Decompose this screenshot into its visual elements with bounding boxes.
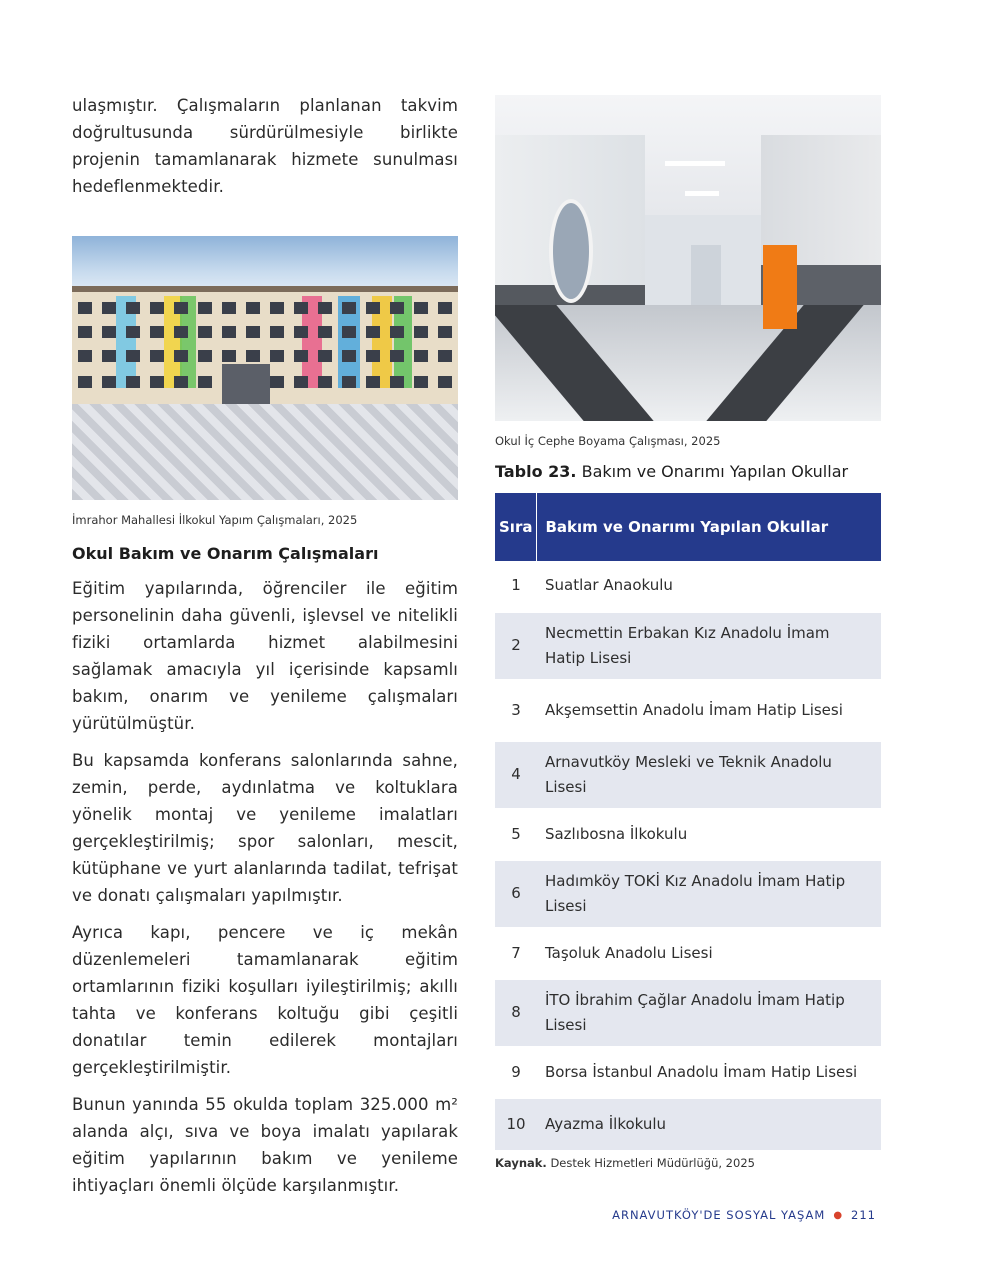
row-school-name: İTO İbrahim Çağlar Anadolu İmam Hatip Lisesi xyxy=(537,978,881,1047)
table-row xyxy=(495,928,881,978)
row-school-name: Suatlar Anaokulu xyxy=(537,561,881,611)
round-window xyxy=(549,199,593,303)
publication-title: ARNAVUTKÖY'DE SOSYAL YAŞAM xyxy=(612,1208,826,1222)
school-building-photo xyxy=(72,236,458,500)
table-row xyxy=(495,1097,881,1151)
table-row xyxy=(495,740,881,809)
table-row xyxy=(495,978,881,1047)
row-school-name: Necmettin Erbakan Kız Anadolu İmam Hatip Lisesi xyxy=(537,611,881,680)
row-school-name: Sazlıbosna İlkokulu xyxy=(537,809,881,859)
table-row xyxy=(495,611,881,680)
table-row xyxy=(495,1047,881,1097)
row-number: 2 xyxy=(495,611,537,680)
row-number: 6 xyxy=(495,859,537,928)
row-school-name: Ayazma İlkokulu xyxy=(537,1097,881,1151)
page-footer xyxy=(612,1208,876,1222)
row-number: 10 xyxy=(495,1097,537,1151)
body-paragraph: Bu kapsamda konferans salonlarında sahne, zemin, perde, aydınlatma ve koltuklara yönelik montaj ve yenileme imalatları gerçekleştirilmiş; spor salonları, mescit, kütüphane ve yurt alanlarında tadilat, tefrişat ve donatı çalışmaları yapılmıştır. xyxy=(72,751,458,905)
table-source xyxy=(495,1156,881,1170)
school-corridor-photo xyxy=(495,95,881,421)
body-paragraph: Eğitim yapılarında, öğrenciler ile eğitim personelinin daha güvenli, işlevsel ve nitelikli fiziki ortamlarda hizmet alabilmesini sağlamak amacıyla yıl içerisinde kapsamlı bakım, onarım ve yenileme çalışmaları yürütülmüştür. xyxy=(72,579,458,733)
intro-paragraph: ulaşmıştır. Çalışmaların planlanan takvim doğrultusunda sürdürülmesiyle birlikte projenin tamamlanarak hizmete sunulması hedeflenmektedir. xyxy=(72,96,458,196)
table-title xyxy=(495,462,881,481)
schoolyard-pavement xyxy=(72,404,458,500)
table-title-text: Bakım ve Onarımı Yapılan Okullar xyxy=(581,462,849,481)
table-row xyxy=(495,680,881,740)
header-school: Bakım ve Onarımı Yapılan Okullar xyxy=(537,493,881,561)
row-number: 3 xyxy=(495,680,537,740)
school-entrance xyxy=(222,364,270,404)
header-order: Sıra xyxy=(495,493,537,561)
row-number: 1 xyxy=(495,561,537,611)
source-label: Kaynak. xyxy=(495,1155,547,1170)
table-header-row xyxy=(495,493,881,561)
row-school-name: Arnavutköy Mesleki ve Teknik Anadolu Lisesi xyxy=(537,740,881,809)
body-paragraph: Bunun yanında 55 okulda toplam 325.000 m² alanda alçı, sıva ve boya imalatı yapılarak eğitim yapılarının bakım ve yenileme ihtiyaçları önemli ölçüde karşılanmıştır. xyxy=(72,1095,458,1195)
corridor-photo-caption: Okul İç Cephe Boyama Çalışması, 2025 xyxy=(495,434,721,448)
table-title-label: Tablo 23. xyxy=(495,462,577,481)
right-column xyxy=(495,95,881,1170)
table-row xyxy=(495,561,881,611)
body-paragraph: Ayrıca kapı, pencere ve iç mekân düzenlemeleri tamamlanarak eğitim ortamlarının fiziki koşulları iyileştirilmiş; akıllı tahta ve konferans koltuğu gibi çeşitli donatılar temin edilerek montajları gerçekleştirilmiştir. xyxy=(72,923,458,1077)
row-school-name: Akşemsettin Anadolu İmam Hatip Lisesi xyxy=(537,680,881,740)
orange-door xyxy=(763,245,797,329)
page-number: 211 xyxy=(851,1208,876,1222)
row-number: 4 xyxy=(495,740,537,809)
row-number: 5 xyxy=(495,809,537,859)
school-photo-caption: İmrahor Mahallesi İlkokul Yapım Çalışmaları, 2025 xyxy=(72,513,358,527)
row-number: 7 xyxy=(495,928,537,978)
row-school-name: Hadımköy TOKİ Kız Anadolu İmam Hatip Lisesi xyxy=(537,859,881,928)
row-school-name: Borsa İstanbul Anadolu İmam Hatip Lisesi xyxy=(537,1047,881,1097)
source-text: Destek Hizmetleri Müdürlüğü, 2025 xyxy=(550,1155,755,1170)
table-row xyxy=(495,859,881,928)
left-column xyxy=(72,92,458,1209)
schools-table xyxy=(495,493,881,1153)
section-heading: Okul Bakım ve Onarım Çalışmaları xyxy=(72,544,379,563)
row-school-name: Taşoluk Anadolu Lisesi xyxy=(537,928,881,978)
row-number: 9 xyxy=(495,1047,537,1097)
row-number: 8 xyxy=(495,978,537,1047)
bullet-icon: ● xyxy=(833,1209,844,1221)
table-row xyxy=(495,809,881,859)
